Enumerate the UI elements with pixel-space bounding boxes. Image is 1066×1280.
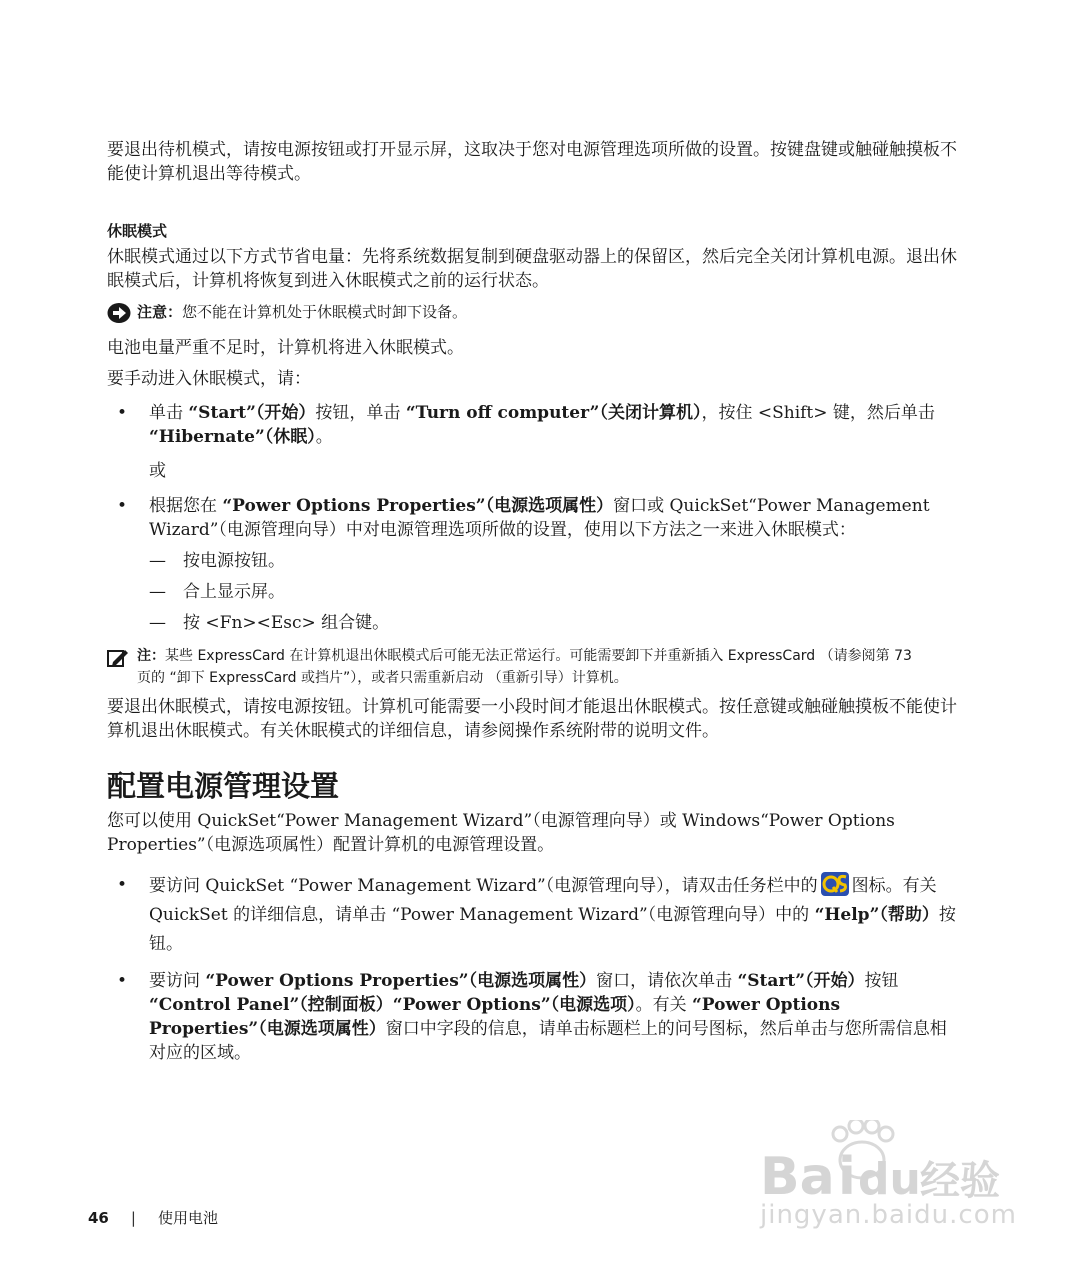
dash-item: — 按电源按钮。 [149,551,285,571]
hibernate-heading: 休眠模式 [107,222,168,240]
notice-block [107,301,957,330]
note-block [107,645,957,689]
standby-exit-paragraph: 要退出待机模式，请按电源按钮或打开显示屏，这取决于您对电源管理选项所做的设置。按键盘键或触碰触摸板不能使计算机退出等待模式。 [107,140,957,184]
baidu-watermark-logo [740,1120,1010,1250]
page-footer [88,1207,218,1228]
page-number: 46 [88,1208,109,1227]
notice-arrow-icon [107,301,137,330]
config-intro: 您可以使用 QuickSet“Power Management Wizard”（电源管理向导）或 Windows“Power Options Properties”（电源选项属性）配置计算机的电源管理设置。 [107,811,895,855]
power-options-label: “Power Options Properties”（电源选项属性） [222,496,614,516]
note-pencil-icon [107,645,137,675]
list-item-control-panel: • 要访问 “Power Options Properties”（电源选项属性）窗口，请依次单击 “Start”（开始）按钮 “Control Panel”（控制面板）“Power Options”（电源选项）。有关 “Power Options Properties”（电源选项属性）窗口中字段的信息，请单击标题栏上的问号图标，然后单击与您所需信息相对应的区域。 [117,971,947,1063]
list-item-power-options: • 根据您在 “Power Options Properties”（电源选项属性）窗口或 QuickSet“Power Management Wizard”（电源管理向导）中对电源管理选项所做的设置，使用以下方法之一来进入休眠模式： [117,496,930,540]
note-text: 某些 ExpressCard 在计算机退出休眠模式后可能无法正常运行。可能需要卸下并重新插入 ExpressCard （请参阅第 73 页的 “卸下 ExpressCard 或挡片”），或者只需重新启动 （重新引导）计算机。 [137,648,912,686]
list-item-start-hibernate: • 单击 “Start”（开始）按钮，单击 “Turn off computer”（关闭计算机），按住 <Shift> 键，然后单击 “Hibernate”（休眠）。 [117,403,935,447]
start-label: “Start”（开始） [188,403,316,423]
notice-label: 注意： [137,303,183,321]
notice-text: 您不能在计算机处于休眠模式时卸下设备。 [182,303,468,321]
watermark-url: jingyan.baidu.com [760,1200,1017,1230]
quickset-icon[interactable] [820,871,850,897]
turn-off-label: “Turn off computer”（关闭计算机） [405,403,702,423]
footer-separator: | [130,1208,136,1227]
svg-text:经验: 经验 [920,1158,1000,1204]
svg-text:du: du [858,1154,921,1205]
section-title: 使用电池 [157,1209,218,1227]
note-label: 注： [137,648,165,664]
document-page [107,138,957,1065]
exit-hibernate-paragraph: 要退出休眠模式，请按电源按钮。计算机可能需要一小段时间才能退出休眠模式。按任意键或触碰触摸板不能使计算机退出休眠模式。有关休眠模式的详细信息，请参阅操作系统附带的说明文件。 [107,697,957,741]
hibernate-intro: 休眠模式通过以下方式节省电量：先将系统数据复制到硬盘驱动器上的保留区，然后完全关闭计算机电源。退出休眠模式后，计算机将恢复到进入休眠模式之前的运行状态。 [107,247,957,291]
help-label: “Help”（帮助） [814,905,939,925]
svg-text:i: i [838,1147,856,1207]
dash-item: — 合上显示屏。 [149,582,285,602]
manual-intro: 要手动进入休眠模式，请： [107,369,311,389]
svg-text:Ba: Ba [760,1147,835,1207]
dash-item: — 按 <Fn><Esc> 组合键。 [149,613,390,633]
config-heading: 配置电源管理设置 [107,769,340,803]
low-battery-text: 电池电量严重不足时，计算机将进入休眠模式。 [107,338,464,358]
or-text: 或 [149,461,166,481]
hibernate-label: “Hibernate”（休眠） [149,427,316,447]
list-item-quickset: • 要访问 QuickSet “Power Management Wizard”（电源管理向导），请双击任务栏中的 图标。有关 QuickSet 的详细信息，请单击 “Power Management Wizard”（电源管理向导）中的 “Help”（帮助）按钮。 [107,871,957,959]
